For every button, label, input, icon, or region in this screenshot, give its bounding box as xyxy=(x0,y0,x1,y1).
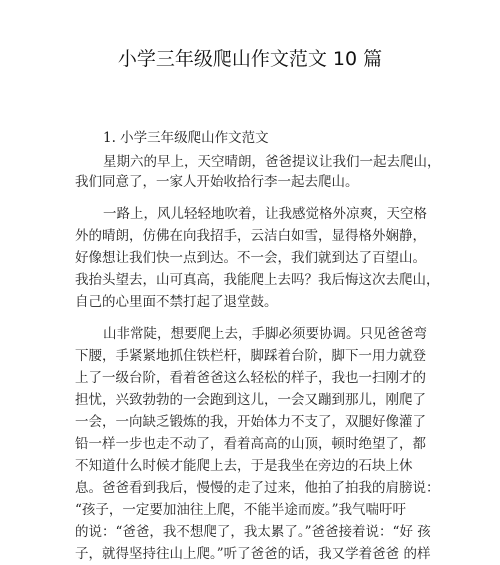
paragraph-1-line-2: 我们同意了，一家人开始收拾行李一起去爬山。 xyxy=(75,174,359,190)
paragraph-3-line-1: 山非常陡，想要爬上去，手脚必须要协调。只见爸爸弯 xyxy=(103,326,427,342)
paragraph-3-line-5: 一会，一向缺乏锻炼的我，开始体力不支了，双腿好像灌了 xyxy=(75,414,426,430)
paragraph-3-line-10: 的说：“爸爸，我不想爬了，我太累了。”爸爸接着说：“好 孩 xyxy=(75,524,431,540)
paragraph-3-line-11: 子，就得坚持往山上爬。”听了爸爸的话，我又学着爸爸 的样 xyxy=(75,546,431,562)
paragraph-2-line-1: 一路上，风儿轻轻地吹着，让我感觉格外凉爽，天空格 xyxy=(103,206,427,222)
paragraph-3-line-8: 息。爸爸看到我后，慢慢的走了过来，他拍了拍我的肩膀说： xyxy=(75,480,440,496)
paragraph-2-line-5: 自己的心里面不禁打起了退堂鼓。 xyxy=(75,294,278,310)
paragraph-3-line-9: “孩子，一定要加油往上爬，不能半途而废。”我气喘吁吁 xyxy=(75,502,407,518)
paragraph-3-line-7: 不知道什么时候才能爬上去，于是我坐在旁边的石块上休 xyxy=(75,458,413,474)
paragraph-3-line-6: 铅一样一步也走不动了，看着高高的山顶，顿时绝望了，都 xyxy=(75,436,426,452)
paragraph-3-line-2: 下腰，手紧紧地抓住铁栏杆，脚踩着台阶，脚下一用力就登 xyxy=(75,348,426,364)
document-title: 小学三年级爬山作文范文 10 篇 xyxy=(117,48,383,70)
section-heading: 1. 小学三年级爬山作文范文 xyxy=(103,130,269,146)
paragraph-2-line-3: 好像想让我们快一点到达。不一会，我们就到达了百望山。 xyxy=(75,250,426,266)
paragraph-1-line-1: 星期六的早上，天空晴朗，爸爸提议让我们一起去爬山， xyxy=(103,154,441,170)
paragraph-2-line-4: 我抬头望去，山可真高，我能爬上去吗？我后悔这次去爬山， xyxy=(75,272,440,288)
paragraph-3-line-3: 上了一级台阶，看着爸爸这么轻松的样子，我也一扫刚才的 xyxy=(75,370,426,386)
paragraph-2-line-2: 外的晴朗，仿佛在向我招手，云洁白如雪，显得格外娴静， xyxy=(75,228,426,244)
paragraph-3-line-4: 担忧，兴致勃勃的一会跑到这儿，一会又蹦到那儿，刚爬了 xyxy=(75,392,426,408)
